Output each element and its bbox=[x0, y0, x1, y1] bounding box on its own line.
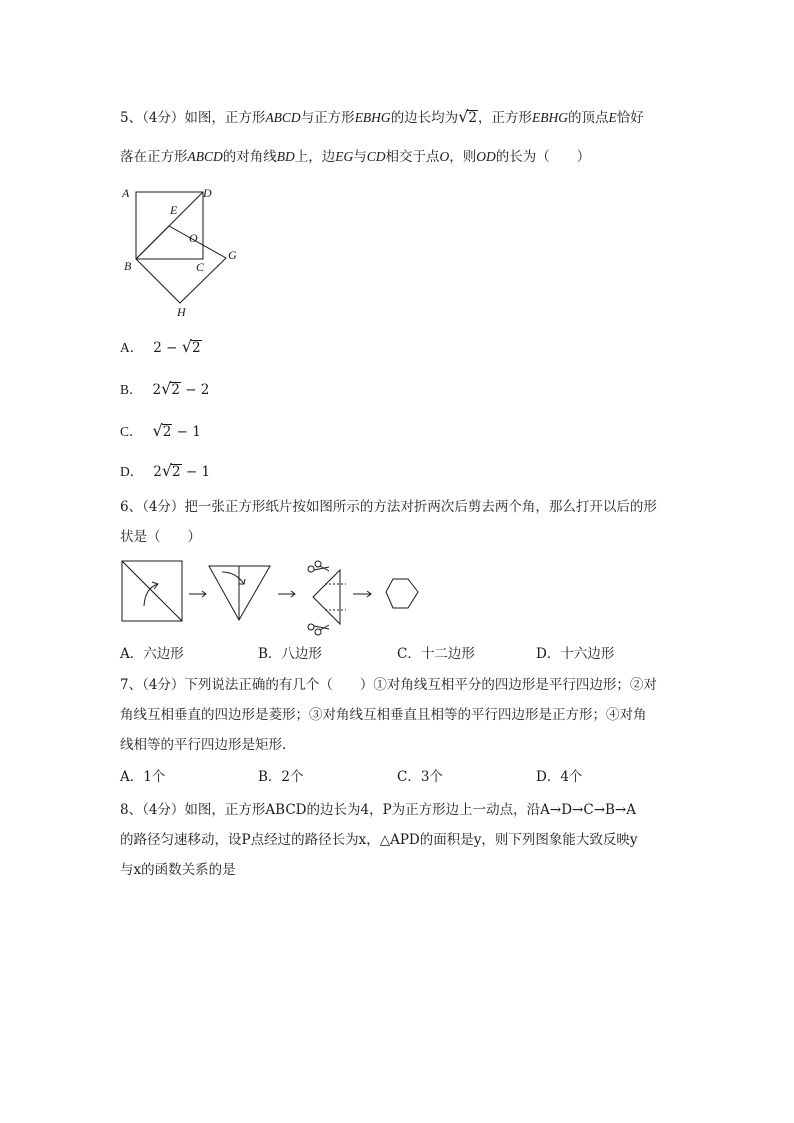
q5-option-c[interactable] bbox=[120, 422, 201, 441]
option-text: − 1 bbox=[172, 424, 201, 440]
option-text: − 1 bbox=[181, 464, 211, 480]
q5-var: EBHG bbox=[531, 110, 568, 125]
label-b: B bbox=[124, 259, 132, 273]
option-text: 2 bbox=[152, 382, 162, 398]
option-text: − 2 bbox=[180, 382, 210, 398]
q5-var: CD bbox=[366, 149, 386, 164]
option-radicand: 2 bbox=[172, 464, 181, 480]
q5-line1 bbox=[120, 108, 644, 127]
square-ebhg bbox=[136, 226, 226, 303]
result-hexagon bbox=[386, 579, 418, 608]
q7-line1: 7、（4分）下列说法正确的有几个（ ）①对角线互相平分的四边形是平行四边形；②对 bbox=[120, 677, 657, 693]
q6-option-a[interactable]: A．六边形 bbox=[120, 646, 184, 662]
q8-line2: 的路径匀速移动，设P点经过的路径长为x，△APD的面积是y，则下列图象能大致反映y bbox=[120, 832, 638, 848]
q7-option-b[interactable]: B．2个 bbox=[258, 769, 304, 785]
q5-text: 上，边 bbox=[294, 149, 336, 165]
q5-text: ，则 bbox=[449, 149, 477, 165]
option-radicand: 2 bbox=[171, 382, 180, 398]
option-label: C． bbox=[120, 424, 143, 439]
option-label: B． bbox=[120, 382, 143, 397]
label-o: O bbox=[189, 231, 198, 245]
q5-figure bbox=[115, 182, 250, 322]
q5-text: 落在正方形 bbox=[120, 149, 188, 165]
q5-text: 与正方形 bbox=[300, 110, 355, 126]
q6-option-c[interactable]: C．十二边形 bbox=[397, 646, 475, 662]
q5-text: 与 bbox=[353, 149, 367, 165]
q5-var: EBHG bbox=[354, 110, 391, 125]
folded-triangle bbox=[313, 570, 340, 624]
option-label: A． bbox=[120, 340, 144, 355]
radical-sign: √ bbox=[152, 421, 163, 440]
q5-text: 恰好 bbox=[616, 110, 644, 126]
scissors-icon-2 bbox=[308, 624, 329, 635]
q8-line3: 与x的函数关系的是 bbox=[120, 862, 236, 878]
q5-var: EG bbox=[335, 149, 354, 164]
q5-option-b[interactable] bbox=[120, 380, 209, 399]
option-radicand: 2 bbox=[191, 340, 201, 356]
q7-line2: 角线互相垂直的四边形是菱形；③对角线互相垂直且相等的平行四边形是正方形；④对角 bbox=[120, 707, 647, 723]
option-text: 2 − bbox=[153, 340, 182, 356]
q5-option-d[interactable] bbox=[120, 462, 210, 481]
radical-sign: √ bbox=[161, 379, 172, 398]
q5-text: 的边长均为 bbox=[390, 110, 459, 126]
option-radicand: 2 bbox=[162, 424, 172, 440]
q8-line1: 8、（4分）如图，正方形ABCD的边长为4，P为正方形边上一动点，沿A→D→C→B→A bbox=[120, 802, 636, 818]
q7-line3: 线相等的平行四边形是矩形. bbox=[120, 737, 287, 753]
q5-var: BD bbox=[276, 149, 295, 164]
q5-var: OD bbox=[476, 149, 496, 164]
q7-option-c[interactable]: C．3个 bbox=[397, 769, 443, 785]
q6-option-d[interactable]: D．十六边形 bbox=[536, 646, 615, 662]
q6-line1: 6、（4分）把一张正方形纸片按如图所示的方法对折两次后剪去两个角，那么打开以后的形 bbox=[120, 499, 657, 515]
label-e: E bbox=[170, 203, 178, 217]
label-a: A bbox=[122, 186, 130, 200]
q6-line2: 状是（ ） bbox=[120, 529, 201, 545]
q7-option-a[interactable]: A．1个 bbox=[120, 769, 166, 785]
q5-var: ABCD bbox=[265, 110, 301, 125]
q5-var: O bbox=[439, 149, 450, 164]
q5-var: ABCD bbox=[187, 149, 223, 164]
q5-line2 bbox=[120, 148, 590, 166]
q5-text: ，正方形 bbox=[477, 110, 532, 126]
q7-option-d[interactable]: D．4个 bbox=[536, 769, 583, 785]
option-text: 2 bbox=[153, 464, 162, 480]
q5-var: E bbox=[608, 110, 617, 125]
q6-figure bbox=[118, 558, 428, 636]
q5-option-a[interactable] bbox=[120, 338, 202, 357]
label-c: C bbox=[196, 260, 205, 274]
curved-arrow-icon-2 bbox=[222, 572, 244, 584]
q5-text: 的长为（ ） bbox=[495, 149, 591, 165]
scissors-icon bbox=[308, 561, 329, 572]
q6-option-b[interactable]: B．八边形 bbox=[258, 646, 322, 662]
fold-line-1 bbox=[122, 561, 182, 621]
label-d: D bbox=[203, 186, 212, 200]
radical-sign: √ bbox=[161, 461, 173, 480]
option-label: D． bbox=[120, 464, 144, 479]
q5-text: 的顶点 bbox=[567, 110, 609, 126]
q5-text: 5、（4分）如图，正方形 bbox=[120, 110, 266, 126]
radical-sign: √ bbox=[458, 107, 469, 126]
q5-text: 相交于点 bbox=[385, 149, 440, 165]
label-h: H bbox=[177, 305, 186, 319]
q5-text: 的对角线 bbox=[222, 149, 277, 165]
radical-sign: √ bbox=[181, 337, 192, 356]
label-g: G bbox=[228, 248, 237, 262]
q5-radicand: 2 bbox=[468, 110, 477, 126]
